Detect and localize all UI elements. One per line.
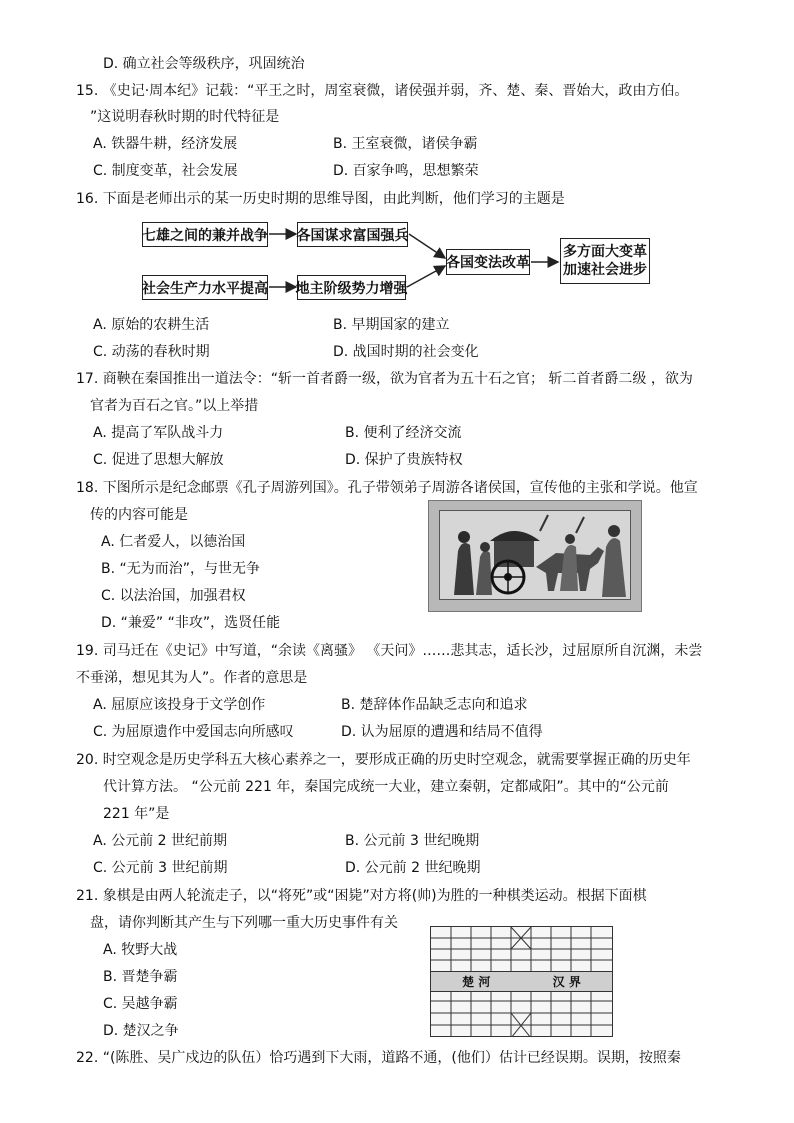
q14-option-d: D. 确立社会等级秩序，巩固统治: [103, 56, 305, 72]
q16-option-d: D. 战国时期的社会变化: [333, 344, 479, 360]
q21-option-c: C. 吴越争霸: [103, 996, 178, 1012]
mind-map-box-productivity: 社会生产力水平提高: [142, 275, 268, 300]
chariot-scene-illustration: [440, 511, 631, 600]
q20-option-a: A. 公元前 2 世纪前期: [93, 833, 228, 849]
q16-option-a: A. 原始的农耕生活: [93, 317, 210, 333]
q19-option-b: B. 楚辞体作品缺乏志向和追求: [341, 697, 528, 713]
mind-map-arrows: [0, 0, 794, 320]
q16-option-c: C. 动荡的春秋时期: [93, 344, 210, 360]
q20-stem-line3: 221 年”是: [103, 806, 170, 822]
q19-stem-line1: 19. 司马迁在《史记》中写道，“余读《离骚》 《天问》……悲其志，适长沙，过屈原所自沉渊，未尝: [76, 643, 703, 659]
xiangqi-river: [431, 971, 612, 992]
arrow-4-5: [407, 266, 445, 287]
q19-option-c: C. 为屈原遗作中爱国志向所感叹: [93, 724, 294, 740]
q18-option-c: C. 以法治国，加强君权: [101, 588, 246, 604]
q21-option-a: A. 牧野大战: [103, 942, 178, 958]
q20-stem-line1: 20. 时空观念是历史学科五大核心素养之一，要形成正确的历史时空观念，就需要掌握正确的历史年: [76, 752, 691, 768]
q21-option-d: D. 楚汉之争: [103, 1023, 179, 1039]
q15-stem-line1: 15. 《史记·周本纪》记载：“平王之时，周室衰微，诸侯强并弱，齐、楚、秦、晋始大，政由方伯。: [76, 83, 689, 99]
q17-option-b: B. 便利了经济交流: [345, 425, 462, 441]
q16-option-b: B. 早期国家的建立: [333, 317, 450, 333]
q21-option-b: B. 晋楚争霸: [103, 969, 178, 985]
q18-option-b: B. “无为而治”，与世无争: [101, 561, 261, 577]
q15-option-a: A. 铁器牛耕，经济发展: [93, 136, 238, 152]
river-label-chu: 楚 河: [462, 975, 491, 989]
q18-option-d: D. “兼爱” “非攻”，选贤任能: [101, 615, 281, 631]
q17-option-d: D. 保护了贵族特权: [345, 452, 463, 468]
mind-map-box-result: [560, 238, 650, 284]
mind-map-result-line1: 多方面大变革: [563, 244, 647, 260]
q18-stem-line1: 18. 下图所示是纪念邮票《孔子周游列国》。孔子带领弟子周游各诸侯国，宣传他的主张和学说。他宣: [76, 480, 698, 496]
q15-option-d: D. 百家争鸣，思想繁荣: [333, 163, 479, 179]
mind-map-result-line2: 加速社会进步: [563, 262, 647, 278]
q19-stem-line2: 不垂涕，想见其为人”。作者的意思是: [76, 670, 308, 686]
q17-option-a: A. 提高了军队战斗力: [93, 425, 224, 441]
q20-option-d: D. 公元前 2 世纪晚期: [345, 860, 481, 876]
q15-option-c: C. 制度变革，社会发展: [93, 163, 238, 179]
q20-stem-line2: 代计算方法。 “公元前 221 年，秦国完成统一大业，建立秦朝，定都咸阳”。其中的“公元前: [103, 779, 669, 795]
q19-option-d: D. 认为屈原的遭遇和结局不值得: [341, 724, 543, 740]
mind-map-box-prosperity: 各国谋求富国强兵: [297, 222, 408, 247]
q18-stem-line2: 传的内容可能是: [90, 507, 188, 523]
q22-stem-line1: 22. “(陈胜、吴广戍边的队伍）恰巧遇到下大雨，道路不通，(他们）估计已经误期。误期，按照秦: [76, 1050, 681, 1066]
q16-stem: 16. 下面是老师出示的某一历史时期的思维导图，由此判断，他们学习的主题是: [76, 191, 565, 207]
confucius-stamp-image: [428, 500, 642, 612]
q15-stem-line2: ”这说明春秋时期的时代特征是: [90, 109, 280, 125]
q15-option-b: B. 王室衰微，诸侯争霸: [333, 136, 478, 152]
q19-option-a: A. 屈原应该投身于文学创作: [93, 697, 266, 713]
q18-option-a: A. 仁者爱人，以德治国: [101, 534, 246, 550]
xiangqi-board-image: [430, 926, 613, 1037]
q21-stem-line2: 盘，请你判断其产生与下列哪一重大历史事件有关: [90, 915, 398, 931]
q17-stem-line1: 17. 商鞅在秦国推出一道法令：“斩一首者爵一级，欲为官者为五十石之官； 斩二首者爵二级 ，欲为: [76, 371, 693, 387]
q20-option-b: B. 公元前 3 世纪晚期: [345, 833, 480, 849]
mind-map-box-reform: 各国变法改革: [446, 249, 530, 275]
mind-map-box-landlords: 地主阶级势力增强: [297, 275, 406, 300]
stamp-artwork: [439, 510, 631, 600]
q20-option-c: C. 公元前 3 世纪前期: [93, 860, 228, 876]
q21-stem-line1: 21. 象棋是由两人轮流走子，以“将死”或“困毙”对方将(帅)为胜的一种棋类运动。根据下面棋: [76, 888, 647, 904]
river-label-han: 汉 界: [552, 975, 581, 989]
mind-map-box-wars: 七雄之间的兼并战争: [142, 222, 268, 247]
arrow-2-5: [409, 234, 445, 258]
q17-option-c: C. 促进了思想大解放: [93, 452, 224, 468]
q17-stem-line2: 官者为百石之官。”以上举措: [90, 398, 259, 414]
